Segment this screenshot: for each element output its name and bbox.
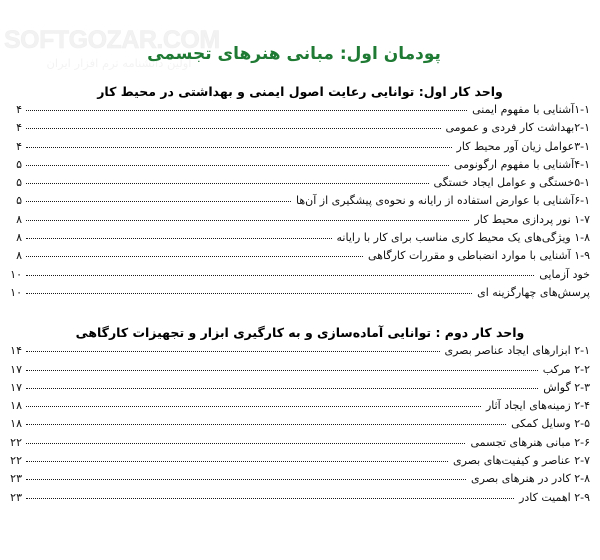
toc-entry-label: ۴-۱آشنایی با مفهوم ارگونومی xyxy=(454,157,590,171)
toc-leader-dots xyxy=(26,285,472,296)
toc-entry-label: ۳-۱عوامل زیان آور محیط کار xyxy=(456,139,590,153)
toc-entry-label: ۱-۸ ویژگی‌های یک محیط کاری مناسب برای کار با رایانه xyxy=(336,231,590,245)
toc-unit-1 xyxy=(8,84,592,303)
toc-entry-label: ۲-۷ عناصر و کیفیت‌های بصری xyxy=(452,454,590,468)
toc-entry-label: ۵-۱خستگی و عوامل ایجاد خستگی xyxy=(433,176,590,190)
toc-entry[interactable] xyxy=(8,120,592,138)
toc-leader-dots xyxy=(26,139,452,150)
toc-leader-dots xyxy=(26,230,332,241)
toc-leader-dots xyxy=(26,102,467,113)
toc-leader-dots xyxy=(26,490,514,501)
toc-entry-page: ۱۸ xyxy=(10,417,22,431)
toc-entry[interactable] xyxy=(8,343,592,361)
toc-entry-label: ۲-۳ گواش xyxy=(543,380,590,394)
toc-entry[interactable] xyxy=(8,267,592,285)
toc-entry[interactable] xyxy=(8,193,592,211)
toc-entry-label: ۲-۱بهداشت کار فردی و عمومی xyxy=(445,121,590,135)
toc-leader-dots xyxy=(26,248,363,259)
page-title: پودمان اول: مبانی هنرهای تجسمی xyxy=(147,44,441,64)
toc-entry-label: ۲-۶ مبانی هنرهای تجسمی xyxy=(470,435,590,449)
toc-entry[interactable] xyxy=(8,285,592,303)
toc-entry-label: ۱-۷ نور پردازی محیط کار xyxy=(474,212,590,226)
toc-entry-page: ۱۷ xyxy=(10,380,22,394)
toc-entry[interactable] xyxy=(8,248,592,266)
toc-leader-dots xyxy=(26,120,441,131)
toc-entry-page: ۱۷ xyxy=(10,362,22,376)
toc-entry[interactable] xyxy=(8,139,592,157)
toc-leader-dots xyxy=(26,157,449,168)
toc-entry-page: ۲۲ xyxy=(10,454,22,468)
toc-entry-label: ۱-۱آشنایی با مفهوم ایمنی xyxy=(472,103,590,116)
toc-leader-dots xyxy=(26,471,466,482)
toc-entry-page: ۲۲ xyxy=(10,435,22,449)
toc-entry-label: ۲-۴ زمینه‌های ایجاد آثار xyxy=(485,399,590,413)
toc-entry[interactable] xyxy=(8,157,592,175)
toc-entry[interactable] xyxy=(8,212,592,230)
toc-entry-label: ۲-۵ وسایل کمکی xyxy=(511,417,590,431)
toc-entry-label: پرسش‌های چهارگزینه ای xyxy=(477,285,590,299)
toc-entry[interactable] xyxy=(8,453,592,471)
toc-leader-dots xyxy=(26,175,429,186)
toc-entry[interactable] xyxy=(8,416,592,434)
toc-unit-2 xyxy=(8,325,592,508)
toc-entry[interactable] xyxy=(8,435,592,453)
toc-leader-dots xyxy=(26,193,291,204)
toc-entry-page: ۱۴ xyxy=(10,344,22,358)
toc-entry-page: ۲۳ xyxy=(10,472,22,486)
toc-leader-dots xyxy=(26,267,534,278)
toc-entry-label: ۲-۱ ابزارهای ایجاد عناصر بصری xyxy=(444,344,590,358)
toc-entry-page: ۲۳ xyxy=(10,490,22,504)
toc-entry-label: ۲-۸ کادر در هنرهای بصری xyxy=(470,472,590,486)
toc-entry-page: ۵ xyxy=(16,157,22,171)
toc-entry-page: ۱۰ xyxy=(10,285,22,299)
toc-entry[interactable] xyxy=(8,230,592,248)
toc-entry-label: ۶-۱آشنایی با عوارض استفاده از رایانه و نحوه‌ی پیشگیری از آن‌ها xyxy=(296,194,590,208)
toc-entry-label: خود آزمایی xyxy=(539,267,590,281)
watermark-brand-text: SOFTGOZAR.COM xyxy=(4,26,220,54)
table-of-contents xyxy=(8,84,592,508)
toc-entry-page: ۸ xyxy=(16,249,22,263)
toc-leader-dots xyxy=(26,343,440,354)
toc-entry-label: ۱-۹ آشنایی با موارد انضباطی و مقررات کارگاهی xyxy=(368,249,590,263)
toc-leader-dots xyxy=(26,398,481,409)
toc-entry-page: ۴ xyxy=(16,121,22,135)
toc-entry-page: ۸ xyxy=(16,231,22,245)
toc-entry[interactable] xyxy=(8,175,592,193)
unit-2-heading: واحد کار دوم : توانایی آماده‌سازی و به کارگیری ابزار و تجهیزات کارگاهی xyxy=(75,325,525,341)
toc-entry-page: ۴ xyxy=(16,139,22,153)
toc-leader-dots xyxy=(26,453,448,464)
toc-entry[interactable] xyxy=(8,362,592,380)
toc-entry-page: ۱۰ xyxy=(10,267,22,281)
toc-leader-dots xyxy=(26,416,506,427)
toc-entry[interactable] xyxy=(8,471,592,489)
toc-entry-page: ۸ xyxy=(16,212,22,226)
toc-leader-dots xyxy=(26,362,538,373)
toc-leader-dots xyxy=(26,435,465,446)
unit-1-heading: واحد کار اول: توانایی رعایت اصول ایمنی و بهداشتی در محیط کار xyxy=(97,84,503,99)
toc-leader-dots xyxy=(26,380,538,391)
toc-entry[interactable] xyxy=(8,398,592,416)
watermark-tagline-text: اولین دانشنامه نرم افزار ایران xyxy=(46,56,192,70)
toc-entry[interactable] xyxy=(8,490,592,508)
toc-entry-label: ۲-۲ مرکب xyxy=(542,362,590,376)
toc-entry-page: ۵ xyxy=(16,194,22,208)
toc-entry-page: ۴ xyxy=(16,103,22,116)
toc-entry[interactable] xyxy=(8,102,592,120)
toc-entry-page: ۵ xyxy=(16,176,22,190)
toc-entry-page: ۱۸ xyxy=(10,399,22,413)
toc-entry[interactable] xyxy=(8,380,592,398)
toc-entry-label: ۲-۹ اهمیت کادر xyxy=(519,490,590,504)
toc-leader-dots xyxy=(26,212,469,223)
